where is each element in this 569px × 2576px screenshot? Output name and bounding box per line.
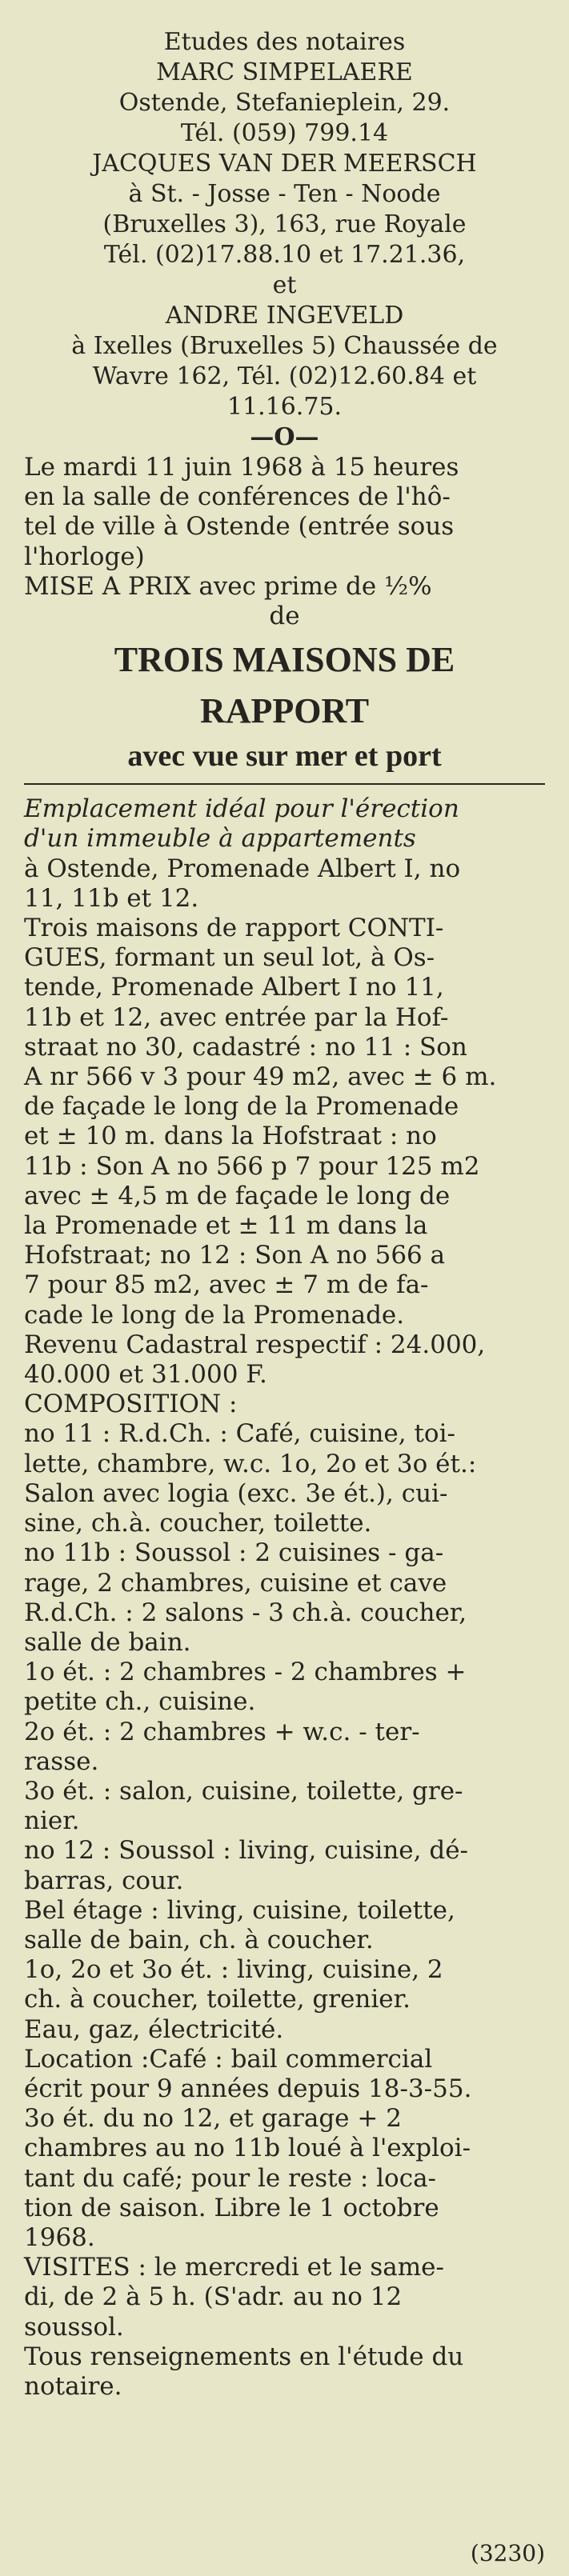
body-line: sine, ch.à. coucher, toilette. (24, 1509, 372, 1538)
body-line: avec ± 4,5 m de façade le long de (24, 1181, 451, 1210)
header-line: Etudes des notaires (163, 28, 406, 56)
body-line: R.d.Ch. : 2 salons - 3 ch.à. coucher, (24, 1598, 467, 1627)
subtitle: avec vue sur mer et port (127, 739, 442, 774)
body-line: ch. à coucher, toilette, grenier. (24, 1985, 411, 2014)
header-line: à Ixelles (Bruxelles 5) Chaussée de (71, 332, 498, 360)
body-line: 1o, 2o et 3o ét. : living, cuisine, 2 (24, 1955, 443, 1985)
body-line: rage, 2 chambres, cuisine et cave (24, 1568, 447, 1598)
body-line: notaire. (24, 2371, 122, 2401)
body-line: 11, 11b et 12. (24, 883, 199, 913)
notary-name: ANDRE INGEVELD (165, 302, 404, 330)
body-line: tant du café; pour le reste : loca- (24, 2163, 437, 2193)
body-line: la Promenade et ± 11 m dans la (24, 1211, 428, 1241)
body-line: à Ostende, Promenade Albert I, no (24, 854, 461, 883)
italic-line: d'un immeuble à appartements (24, 824, 416, 854)
intro-line: de (269, 602, 300, 631)
intro-line: en la salle de conférences de l'hô- (24, 482, 451, 512)
notary-name: MARC SIMPELAERE (156, 58, 413, 86)
body-line: 2o ét. : 2 chambres + w.c. - ter- (24, 1717, 420, 1746)
body-line: chambres au no 11b loué à l'exploi- (24, 2134, 471, 2163)
body-line: 7 pour 85 m2, avec ± 7 m de fa- (24, 1270, 429, 1300)
intro-line: Le mardi 11 juin 1968 à 15 heures (24, 453, 459, 482)
body-line: de façade le long de la Promenade (24, 1092, 459, 1122)
header-line: 11.16.75. (226, 393, 343, 421)
body-line: Hofstraat; no 12 : Son A no 566 a (24, 1241, 446, 1270)
body-line: Trois maisons de rapport CONTI- (24, 914, 444, 943)
body-line: straat no 30, cadastré : no 11 : Son (24, 1032, 467, 1062)
body-line: Bel étage : living, cuisine, toilette, (24, 1895, 455, 1925)
body-line: 3o ét. : salon, cuisine, toilette, gre- (24, 1776, 463, 1806)
header-line: à St. - Josse - Ten - Noode (128, 180, 441, 208)
body-line: di, de 2 à 5 h. (S'adr. au no 12 (24, 2282, 403, 2312)
property-title (24, 638, 545, 775)
body-line: lette, chambre, w.c. 1o, 2o et 3o ét.: (24, 1449, 477, 1478)
body-line: no 11 : R.d.Ch. : Café, cuisine, toi- (24, 1419, 455, 1449)
body-line: 11b et 12, avec entrée par la Hof- (24, 1002, 449, 1032)
notaries-header (24, 27, 545, 453)
intro-line: tel de ville à Ostende (entrée sous (24, 512, 455, 542)
body-line: écrit pour 9 années depuis 18-3-55. (24, 2074, 472, 2103)
body-line: no 11b : Soussol : 2 cuisines - ga- (24, 1538, 444, 1568)
body-line: tende, Promenade Albert I no 11, (24, 973, 444, 1002)
header-line: Ostende, Stefanieplein, 29. (118, 89, 451, 117)
title-line: TROIS MAISONS DE (114, 640, 455, 680)
reference-number: (3230) (470, 2540, 545, 2566)
property-description (24, 794, 545, 2402)
header-line: Tél. (02)17.88.10 et 17.21.36, (103, 241, 466, 269)
intro-line: l'horloge) (24, 542, 145, 571)
body-line: Eau, gaz, électricité. (24, 2014, 284, 2044)
body-line: Revenu Cadastral respectif : 24.000, (24, 1330, 486, 1359)
body-line: 1968. (24, 2222, 95, 2252)
body-line: A nr 566 v 3 pour 49 m2, avec ± 6 m. (24, 1062, 497, 1092)
body-line: Location :Café : bail commercial (24, 2044, 433, 2074)
body-line: barras, cour. (24, 1866, 184, 1895)
body-line: nier. (24, 1806, 80, 1836)
body-line: rasse. (24, 1746, 99, 1776)
body-line: Salon avec logia (exc. 3e ét.), cui- (24, 1478, 448, 1508)
body-line: Tous renseignements en l'étude du (24, 2342, 464, 2371)
italic-line: Emplacement idéal pour l'érection (24, 794, 459, 824)
body-line: salle de bain, ch. à coucher. (24, 1925, 374, 1954)
body-line: soussol. (24, 2312, 124, 2342)
body-line: COMPOSITION : (24, 1390, 238, 1419)
sale-intro (24, 453, 545, 631)
header-line: Wavre 162, Tél. (02)12.60.84 et (92, 362, 477, 390)
body-line: et ± 10 m. dans la Hofstraat : no (24, 1122, 437, 1151)
body-line: cade le long de la Promenade. (24, 1300, 405, 1330)
body-line: 1o ét. : 2 chambres - 2 chambres + (24, 1658, 467, 1687)
body-line: VISITES : le mercredi et le same- (24, 2253, 445, 2282)
body-line: no 12 : Soussol : living, cuisine, dé- (24, 1836, 469, 1866)
body-line: petite ch., cuisine. (24, 1687, 256, 1717)
separator: —O— (250, 423, 319, 451)
intro-line: MISE A PRIX avec prime de ½% (24, 571, 432, 601)
body-line: 11b : Son A no 566 p 7 pour 125 m2 (24, 1151, 480, 1181)
header-line: Tél. (059) 799.14 (180, 119, 389, 147)
body-line: 3o ét. du no 12, et garage + 2 (24, 2104, 402, 2134)
header-line: (Bruxelles 3), 163, rue Royale (102, 210, 467, 238)
body-line: tion de saison. Libre le 1 octobre (24, 2193, 439, 2222)
body-line: GUES, formant un seul lot, à Os- (24, 943, 435, 973)
title-line: RAPPORT (199, 691, 370, 731)
header-line: et (272, 271, 297, 299)
divider (24, 783, 545, 785)
notary-name: JACQUES VAN DER MEERSCH (92, 150, 477, 178)
body-line: salle de bain. (24, 1627, 191, 1657)
body-line: 40.000 et 31.000 F. (24, 1360, 267, 1390)
